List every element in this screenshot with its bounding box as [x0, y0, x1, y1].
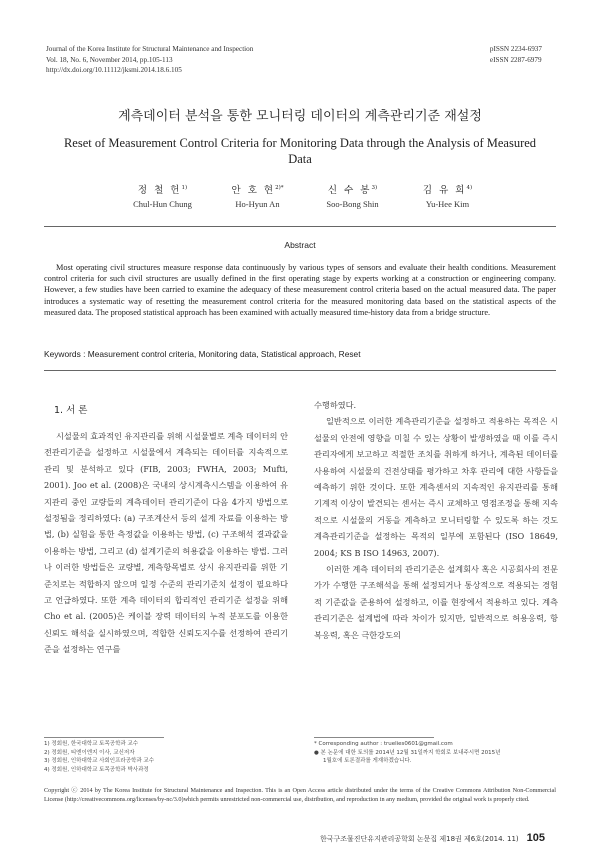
author: [115, 182, 210, 209]
divider: [44, 226, 556, 227]
author-name-ko: 정 철 헌: [137, 185, 182, 196]
footnote-item: * Corresponding author : truelies0601@gmail.com: [314, 741, 453, 747]
footnote-item: 2) 정회원, 티엔이엔지 이사, 교신저자: [44, 749, 135, 756]
body-column-right: [314, 397, 558, 643]
body-paragraph: 시설물의 효과적인 유지관리를 위해 시설물별로 계측 데이터의 안전관리기준을 설정하고 시설물에서 계측되는 데이터를 지속적으로 관리 및 분석하고 있다 (FIB, 2003; FWHA, 2003; Mufti, 2001). Joo et al. (2008)은 국내의 상시계측시스템을 이용하여 유지관리 중인 교량들의 계측데이터 관리기준이 다음 4가지 방법으로 설정됨을 정리하였다: (a) 구조계산서 등의 설계 자료를 이용하는 방법, (b) 실험을 통한 측정값을 이용하는 방법, (c) 구조해석 결과값을 이용하는 방법, 그리고 (d) 설계기준의 허용값을 이용하는 방법. 그러나 이러한 방법들은 교량별, 계측항목별로 상시 유지관리를 위한 기준치로는 적합하지 않으며 일정 수준의 관리기준치 설정이 필요하다고 언급하였다. 또한 계측 데이터의 합리적인 관리기준 설정을 위해 Cho et al. (2005)은 케이블 장력 데이터의 누적 분포도를 이용한 신뢰도 해석을 실시하였으며, 적합한 신뢰도지수를 선정하여 관리기준을 설정하는 연구를: [44, 431, 288, 655]
keywords: Keywords : Measurement control criteria, Monitoring data, Statistical approach, Reset: [44, 349, 361, 359]
author-affil-mark: 3): [371, 184, 378, 191]
footnote-item: 3) 정회원, 인하대학교 사회인프라공학과 교수: [44, 758, 155, 765]
author-name-en: Yu-Hee Kim: [425, 199, 470, 209]
footnotes-correspondence: [314, 740, 558, 766]
journal-volume: Vol. 18, No. 6, November 2014, pp.105-113: [46, 55, 173, 64]
author-name-ko: 안 호 현: [231, 185, 276, 196]
author-name-en: Chul-Hun Chung: [133, 199, 192, 209]
journal-header: [46, 44, 253, 76]
pissn: pISSN 2234-6937: [489, 45, 542, 53]
title-korean: 계측데이터 분석을 통한 모니터링 데이터의 계측관리기준 재설정: [118, 109, 482, 124]
journal-name: Journal of the Korea Institute for Structural Maintenance and Inspection: [46, 45, 254, 53]
author-affil-mark: 2)*: [275, 184, 284, 191]
footnote-item: 1) 정회원, 한국대학교 토목공학과 교수: [44, 741, 139, 747]
page-footer: [320, 832, 545, 844]
author: [305, 182, 400, 209]
author-name-ko: 김 유 희: [422, 185, 467, 196]
author-affil-mark: 1): [181, 184, 188, 191]
author-name-ko: 신 수 봉: [327, 185, 372, 196]
title-english: Reset of Measurement Control Criteria for Monitoring Data through the Analysis of Measured Data: [63, 136, 537, 166]
footnote-item: 4) 정회원, 인하대학교 토목공학과 박사과정: [44, 766, 149, 773]
footnote-divider: [44, 737, 164, 738]
divider: [44, 370, 556, 371]
abstract-text: Most operating civil structures measure response data continuously by various types of sensors and evaluate their health conditions. Measurement control criteria for such civil structures are usually defined in the first operating stage by experts working at a construction or engineering company. However, a few studies have been carried to examine the adequacy of these measurement control criteria based on the actual measured data. The paper introduces a systematic way of resetting the measurement control criteria for the measured monitoring data based on the statistical aspects of the measured data. The proposed statistical approach has been examined with actually measured time-history data from a bridge structure.: [44, 263, 556, 317]
abstract-heading: Abstract: [284, 240, 316, 250]
footnotes-affiliations: [44, 740, 288, 774]
author: [400, 182, 495, 209]
issn-block: [490, 44, 542, 65]
eissn: eISSN 2287-6979: [489, 55, 542, 64]
author-name-en: Soo-Bong Shin: [326, 199, 379, 209]
author-affil-mark: 4): [466, 184, 473, 191]
section-heading: 1. 서 론: [54, 405, 88, 416]
page-number: 105: [526, 832, 545, 844]
copyright-notice: Copyright ⓒ 2014 by The Korea Institute for Structural Maintenance and Inspection. This is an Open Access article distributed under the terms of the Creative Commons Attribution Non-Commercial License (http://creativecommons.org/licenses/by-nc/3.0)which permits unrestricted non-commercial use, distribution, and reproduction in any medium, provided the original work is properly cited.: [44, 787, 556, 804]
author: [210, 182, 305, 209]
footer-journal: 한국구조물진단유지관리공학회 논문집 제18권 제6호(2014. 11): [319, 835, 519, 843]
author-name-en: Ho-Hyun An: [235, 199, 280, 209]
footnote-item: 1월호에 토론결과를 게재하겠습니다.: [323, 758, 412, 765]
body-paragraph: 일반적으로 이러한 계측관리기준을 설정하고 적용하는 목적은 시설물의 안전에 영향을 미칠 수 있는 상황이 발생하였을 때 이를 즉시 관리자에게 보고하고 적절한 조치를 취하게 하거나, 계측된 데이터를 사용하여 시설물의 건전상태를 평가하고 차후 관리에 대한 사항들을 예측하기 위한 것이다. 또한 계측센서의 지속적인 유지관리를 통해 기계적 이상이 발견되는 센서는 즉시 교체하고 영점조정을 통해 지속적으로 시설물의 거동을 계측하고 모니터링할 수 있도록 하는 것도 계측관리기준을 설정하는 목적의 일부에 포함된다 (ISO 18649, 2004; KS B ISO 14963, 2007).: [314, 416, 558, 558]
body-column-left: [44, 397, 288, 658]
footnote-item: ● 본 논문에 대한 토의를 2014년 12월 31일까지 학회로 보내주시면 2015년: [314, 749, 501, 756]
body-paragraph: 이러한 계측 데이터의 관리기준은 설계회사 혹은 시공회사의 전문가가 수행한 구조해석을 통해 설정되거나 통상적으로 적용되는 경험적 기준값을 준용하여 설정하고, 이를 현장에서 적용하고 있다. 계측관리기준은 설계법에 따라 차이가 있지만, 일반적으로 허용응력, 항복응력, 혹은 극한강도의: [314, 564, 558, 640]
doi-link[interactable]: http://dx.doi.org/10.11112/jksmi.2014.18.6.105: [46, 66, 182, 74]
footnote-divider: [314, 737, 434, 738]
body-paragraph-continued: 수행하였다.: [314, 400, 357, 410]
author-list: [115, 182, 495, 209]
